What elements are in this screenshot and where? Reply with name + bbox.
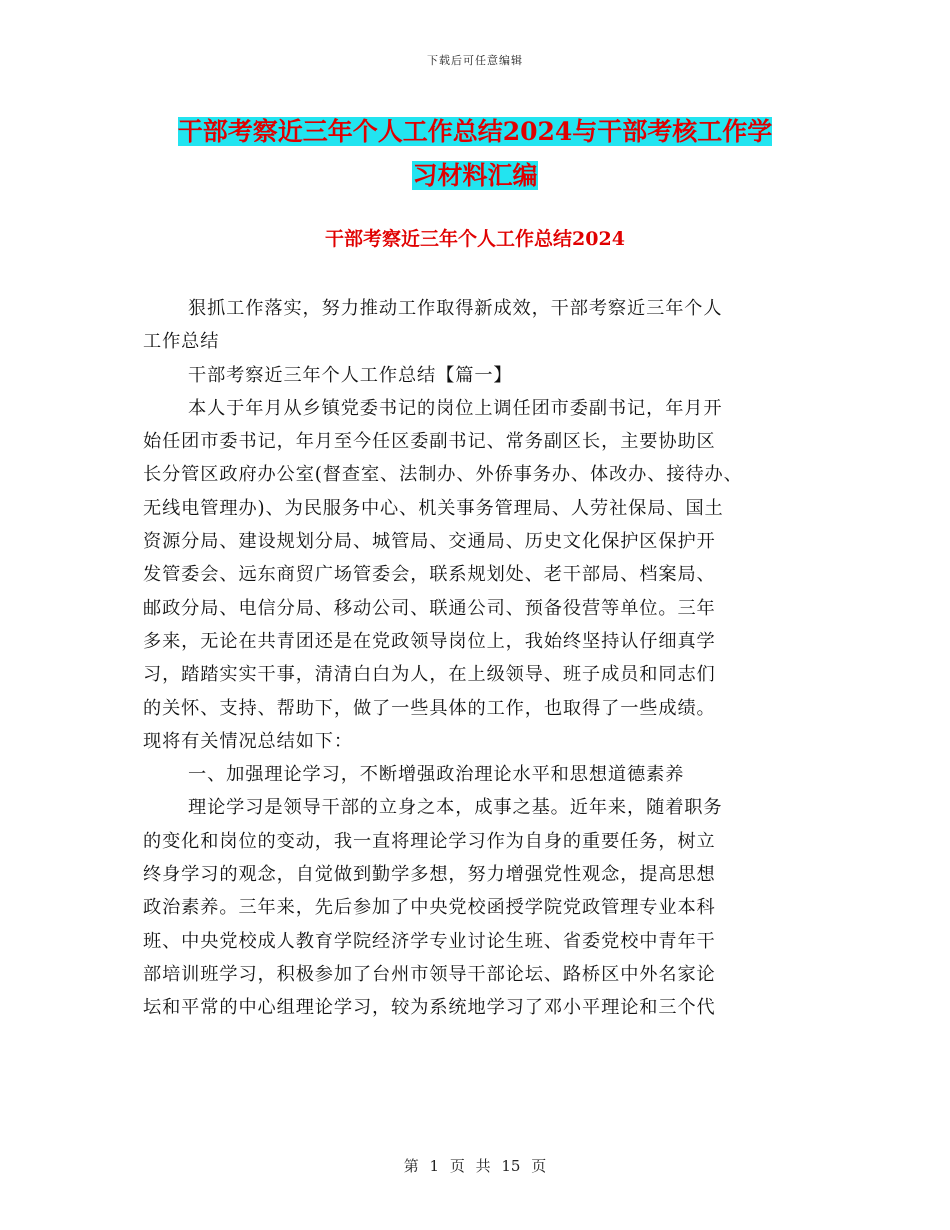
paragraph-line: 终身学习的观念，自觉做到勤学多想，努力增强党性观念，提高思想 xyxy=(143,864,716,886)
paragraph-line: 一、加强理论学习，不断增强政治理论水平和思想道德素养 xyxy=(188,764,685,786)
document-title-line-2: 习材料汇编 xyxy=(412,161,538,190)
paragraph-line: 发管委会、远东商贸广场管委会，联系规划处、老干部局、档案局、 xyxy=(143,564,716,586)
paragraph-line: 邮政分局、电信分局、移动公司、联通公司、预备役营等单位。三年 xyxy=(143,597,716,619)
paragraph-line: 理论学习是领导干部的立身之本，成事之基。近年来，随着职务 xyxy=(188,797,723,819)
paragraph-line: 的关怀、支持、帮助下，做了一些具体的工作，也取得了一些成绩。 xyxy=(143,697,716,719)
paragraph-line: 部培训班学习，积极参加了台州市领导干部论坛、路桥区中外名家论 xyxy=(143,963,716,985)
paragraph-line: 多来，无论在共青团还是在党政领导岗位上，我始终坚持认仔细真学 xyxy=(143,630,716,652)
paragraph-line: 政治素养。三年来，先后参加了中央党校函授学院党政管理专业本科 xyxy=(143,897,716,919)
document-title xyxy=(140,110,810,198)
paragraph-line: 工作总结 xyxy=(143,331,220,353)
paragraph-line: 现将有关情况总结如下： xyxy=(143,730,353,752)
body-text xyxy=(143,292,811,1025)
paragraph-line: 班、中央党校成人教育学院经济学专业讨论生班、省委党校中青年干 xyxy=(143,930,716,952)
paragraph-line: 习，踏踏实实干事，清清白白为人，在上级领导、班子成员和同志们 xyxy=(143,664,716,686)
paragraph-line: 狠抓工作落实，努力推动工作取得新成效，干部考察近三年个人 xyxy=(188,298,723,319)
paragraph-line: 干部考察近三年个人工作总结【篇一】 xyxy=(188,364,513,386)
paragraph-line: 资源分局、建设规划分局、城管局、交通局、历史文化保护区保护开 xyxy=(143,531,716,553)
paragraph-line: 坛和平常的中心组理论学习，较为系统地学习了邓小平理论和三个代 xyxy=(143,997,716,1019)
page-footer: 第 1 页 共 15 页 xyxy=(403,1157,547,1175)
paragraph-line: 本人于年月从乡镇党委书记的岗位上调任团市委副书记，年月开 xyxy=(188,397,723,419)
section-title: 干部考察近三年个人工作总结2024 xyxy=(325,228,625,250)
document-title-line-1: 干部考察近三年个人工作总结2024与干部考核工作学 xyxy=(177,117,773,146)
page-header: 下载后可任意编辑 xyxy=(427,54,523,67)
paragraph-line: 始任团市委书记，年月至今任区委副书记、常务副区长，主要协助区 xyxy=(143,431,716,453)
paragraph-line: 长分管区政府办公室(督查室、法制办、外侨事务办、体改办、接待办、 xyxy=(143,464,743,486)
paragraph-line: 的变化和岗位的变动，我一直将理论学习作为自身的重要任务，树立 xyxy=(143,830,716,852)
paragraph-line: 无线电管理办)、为民服务中心、机关事务管理局、人劳社保局、国土 xyxy=(143,497,724,519)
